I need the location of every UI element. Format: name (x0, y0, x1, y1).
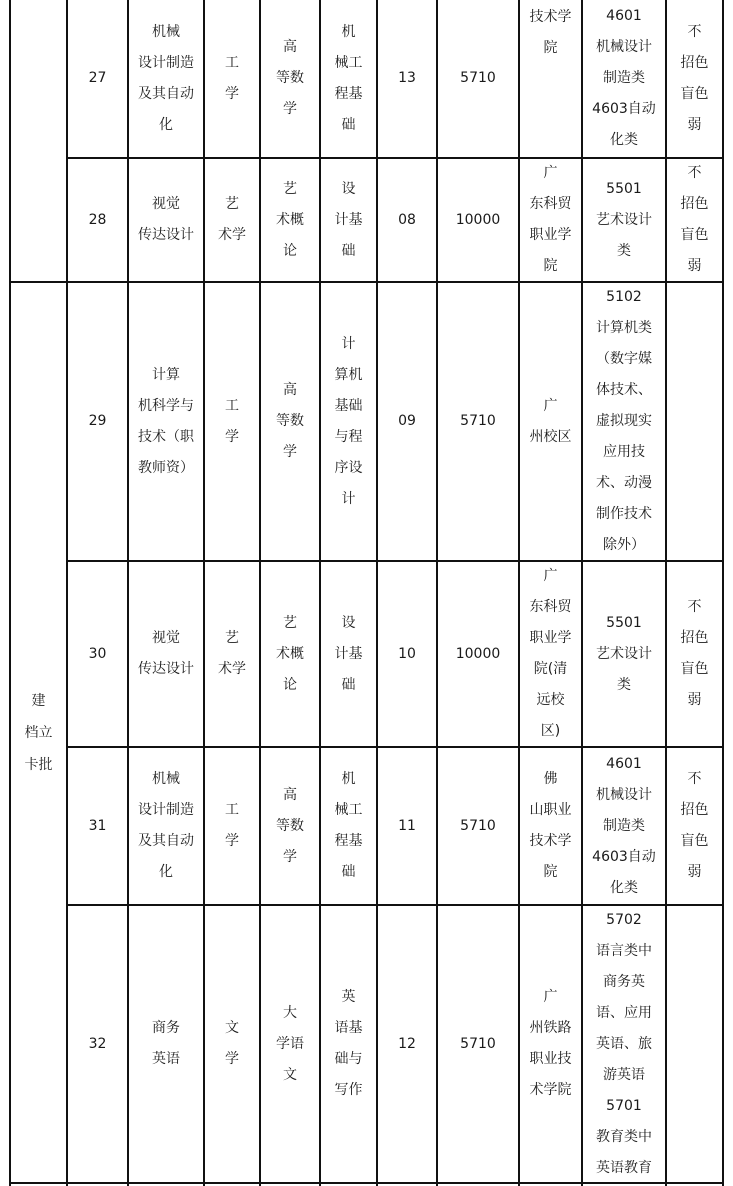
row-subject2: 机 械工 程基 础 (334, 771, 363, 880)
row-subject2: 机 械工 程基 础 (334, 23, 363, 133)
batch-label: 建 档立 卡批 (24, 692, 53, 773)
row-category: 工 学 (225, 54, 239, 102)
row-fee: 5710 (460, 1035, 496, 1052)
row-requirement: 5501 艺术设计 类 (596, 614, 652, 693)
row-note (667, 906, 722, 1182)
row-subject1: 艺 术概 论 (276, 614, 304, 693)
row-subject1: 高 等数 学 (276, 786, 304, 865)
row-note: 不 招色 盲色 弱 (680, 165, 709, 274)
row-code: 13 (398, 70, 416, 86)
row-note (667, 283, 722, 560)
row-seq: 30 (88, 645, 107, 662)
row-code: 10 (398, 645, 416, 662)
row-subject1: 高 等数 学 (276, 382, 304, 460)
row-subject2: 计 算机 基础 与程 序设 计 (334, 335, 363, 507)
row-subject1: 大 学语 文 (276, 1004, 304, 1083)
row-subject1: 艺 术概 论 (276, 180, 304, 259)
row-major: 视觉 传达设计 (138, 196, 194, 243)
row-major: 视觉 传达设计 (138, 630, 194, 677)
row-code: 11 (398, 817, 416, 834)
row-category: 文 学 (225, 1020, 239, 1067)
row-requirement: 4601 机械设计 制造类 4603自动 化类 (592, 8, 656, 148)
row-major: 计算 机科学与 技术（职 教师资） (138, 366, 194, 476)
row-seq: 31 (88, 817, 107, 834)
row-note: 不 招色 盲色 弱 (680, 599, 709, 708)
row-requirement: 5102 计算机类 （数字媒 体技术、 虚拟现实 应用技 术、动漫 制作技术 除外） (596, 289, 652, 553)
row-requirement: 5501 艺术设计 类 (596, 180, 652, 259)
row-fee: 10000 (455, 645, 501, 662)
row-code: 08 (398, 211, 416, 228)
row-major: 机械 设计制造 及其自动 化 (138, 23, 194, 133)
row-school: 广 州铁路 职业技 术学院 (529, 989, 572, 1098)
row-major: 机械 设计制造 及其自动 化 (138, 771, 194, 880)
row-school: 技术学 院 (529, 9, 572, 56)
grid-line (722, 0, 724, 1186)
row-fee: 5710 (460, 70, 496, 86)
row-category: 工 学 (225, 397, 239, 445)
row-subject1: 高 等数 学 (276, 39, 304, 117)
row-subject2: 英 语基 础与 写作 (334, 989, 363, 1098)
row-note: 不 招色 盲色 弱 (680, 771, 709, 880)
row-subject2: 设 计基 础 (334, 180, 363, 259)
row-fee: 5710 (460, 413, 496, 429)
row-seq: 28 (88, 211, 107, 228)
row-seq: 32 (88, 1035, 107, 1052)
row-category: 艺 术学 (218, 196, 246, 243)
row-fee: 5710 (460, 817, 496, 834)
row-code: 12 (398, 1035, 416, 1052)
row-school: 广 州校区 (529, 397, 572, 445)
row-category: 工 学 (225, 802, 239, 849)
row-fee: 10000 (455, 211, 501, 228)
row-subject2: 设 计基 础 (334, 614, 363, 693)
row-note: 不 招色 盲色 弱 (680, 23, 709, 133)
row-seq: 27 (88, 70, 107, 86)
row-category: 艺 术学 (218, 630, 246, 677)
row-requirement: 5702 语言类中 商务英 语、应用 英语、旅 游英语 5701 教育类中 英语教育 (596, 911, 652, 1176)
row-school: 广 东科贸 职业学 院(清 远校 区) (529, 568, 572, 739)
row-major: 商务 英语 (152, 1020, 180, 1067)
row-code: 09 (398, 413, 416, 429)
row-requirement: 4601 机械设计 制造类 4603自动 化类 (592, 755, 656, 896)
row-seq: 29 (88, 413, 107, 429)
row-school: 广 东科贸 职业学 院 (529, 165, 572, 274)
row-school: 佛 山职业 技术学 院 (529, 771, 572, 880)
